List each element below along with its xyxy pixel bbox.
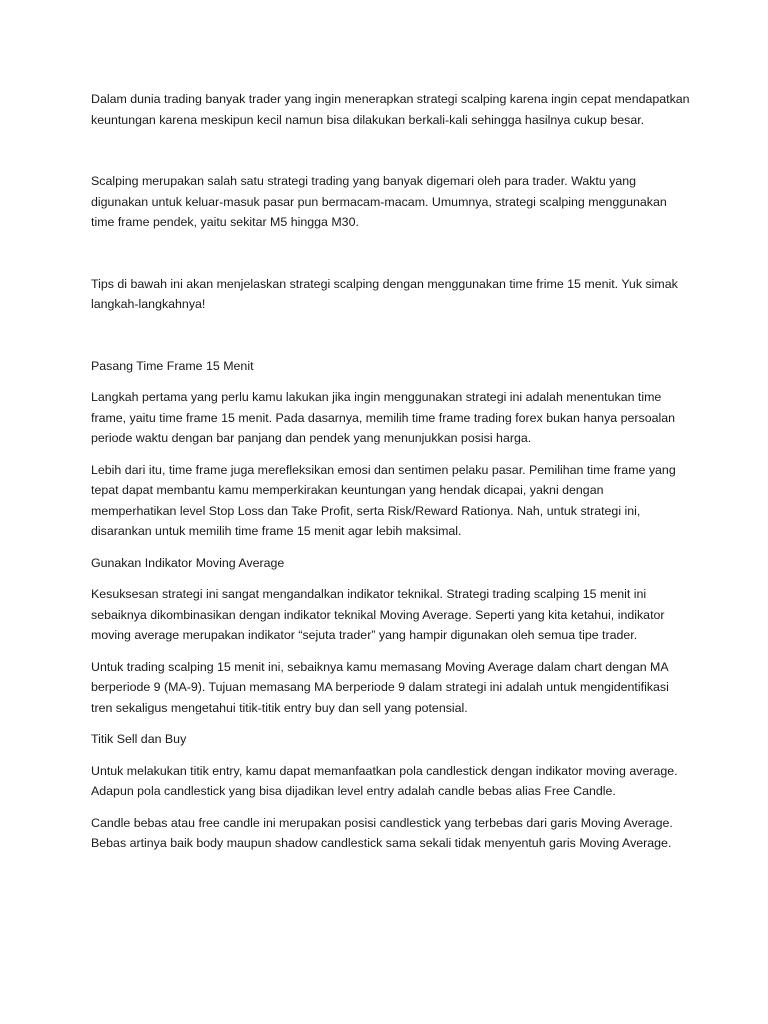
tips-intro-paragraph: Tips di bawah ini akan menjelaskan strategi scalping dengan menggunakan time frime 15 menit. Yuk simak langkah-langkahnya! — [91, 276, 678, 311]
time-frame-paragraph-1: Langkah pertama yang perlu kamu lakukan jika ingin menggunakan strategi ini adalah menentukan time frame, yaitu time frame 15 menit. Pada dasarnya, memilih time frame trading forex bukan hanya persoalan periode waktu dengan bar panjang dan pendek yang menunjukkan posisi harga. — [91, 390, 676, 445]
sell-buy-paragraph-2: Candle bebas atau free candle ini merupakan posisi candlestick yang terbebas dari garis Moving Average. Bebas artinya baik body maupun shadow candlestick sama sekali tidak menyentuh garis Moving Average. — [91, 815, 673, 850]
moving-average-paragraph-2: Untuk trading scalping 15 menit ini, sebaiknya kamu memasang Moving Average dalam chart dengan MA berperiode 9 (MA-9). Tujuan memasang MA berperiode 9 dalam strategi ini adalah untuk mengidentifikasi tren sekaligus mengetahui titik-titik entry buy dan sell yang potensial. — [91, 659, 669, 715]
section-heading-moving-average: Gunakan Indikator Moving Average — [91, 555, 285, 570]
intro-paragraph: Dalam dunia trading banyak trader yang ingin menerapkan strategi scalping karena ingin cepat mendapatkan keuntungan karena meskipun kecil namun bisa dilakukan berkali-kali sehingga hasilnya cukup besar. — [91, 92, 690, 127]
time-frame-paragraph-2: Lebih dari itu, time frame juga merefleksikan emosi dan sentimen pelaku pasar. Pemilihan time frame yang tepat dapat membantu kamu memperkirakan keuntungan yang hendak dicapai, yakni dengan memperhatikan level Stop Loss dan Take Profit, serta Risk/Reward Rationya. Nah, untuk strategi ini, disarankan untuk memilih time frame 15 menit agar lebih maksimal. — [91, 462, 676, 538]
section-heading-time-frame: Pasang Time Frame 15 Menit — [91, 358, 254, 373]
document-body — [91, 89, 691, 854]
section-heading-sell-buy: Titik Sell dan Buy — [91, 732, 187, 746]
sell-buy-paragraph-1: Untuk melakukan titik entry, kamu dapat memanfaatkan pola candlestick dengan indikator moving average. Adapun pola candlestick yang bisa dijadikan level entry adalah candle bebas alias Free Candle. — [91, 763, 678, 798]
scalping-definition-paragraph: Scalping merupakan salah satu strategi trading yang banyak digemari oleh para trader. Waktu yang digunakan untuk keluar-masuk pasar pun bermacam-macam. Umumnya, strategi scalping menggunakan time frame pendek, yaitu sekitar M5 hingga M30. — [91, 174, 667, 229]
moving-average-paragraph-1: Kesuksesan strategi ini sangat mengandalkan indikator teknikal. Strategi trading scalping 15 menit ini sebaiknya dikombinasikan dengan indikator teknikal Moving Average. Seperti yang kita ketahui, indikator moving average merupakan indikator “sejuta trader” yang hampir digunakan oleh semua tipe trader. — [91, 587, 665, 642]
